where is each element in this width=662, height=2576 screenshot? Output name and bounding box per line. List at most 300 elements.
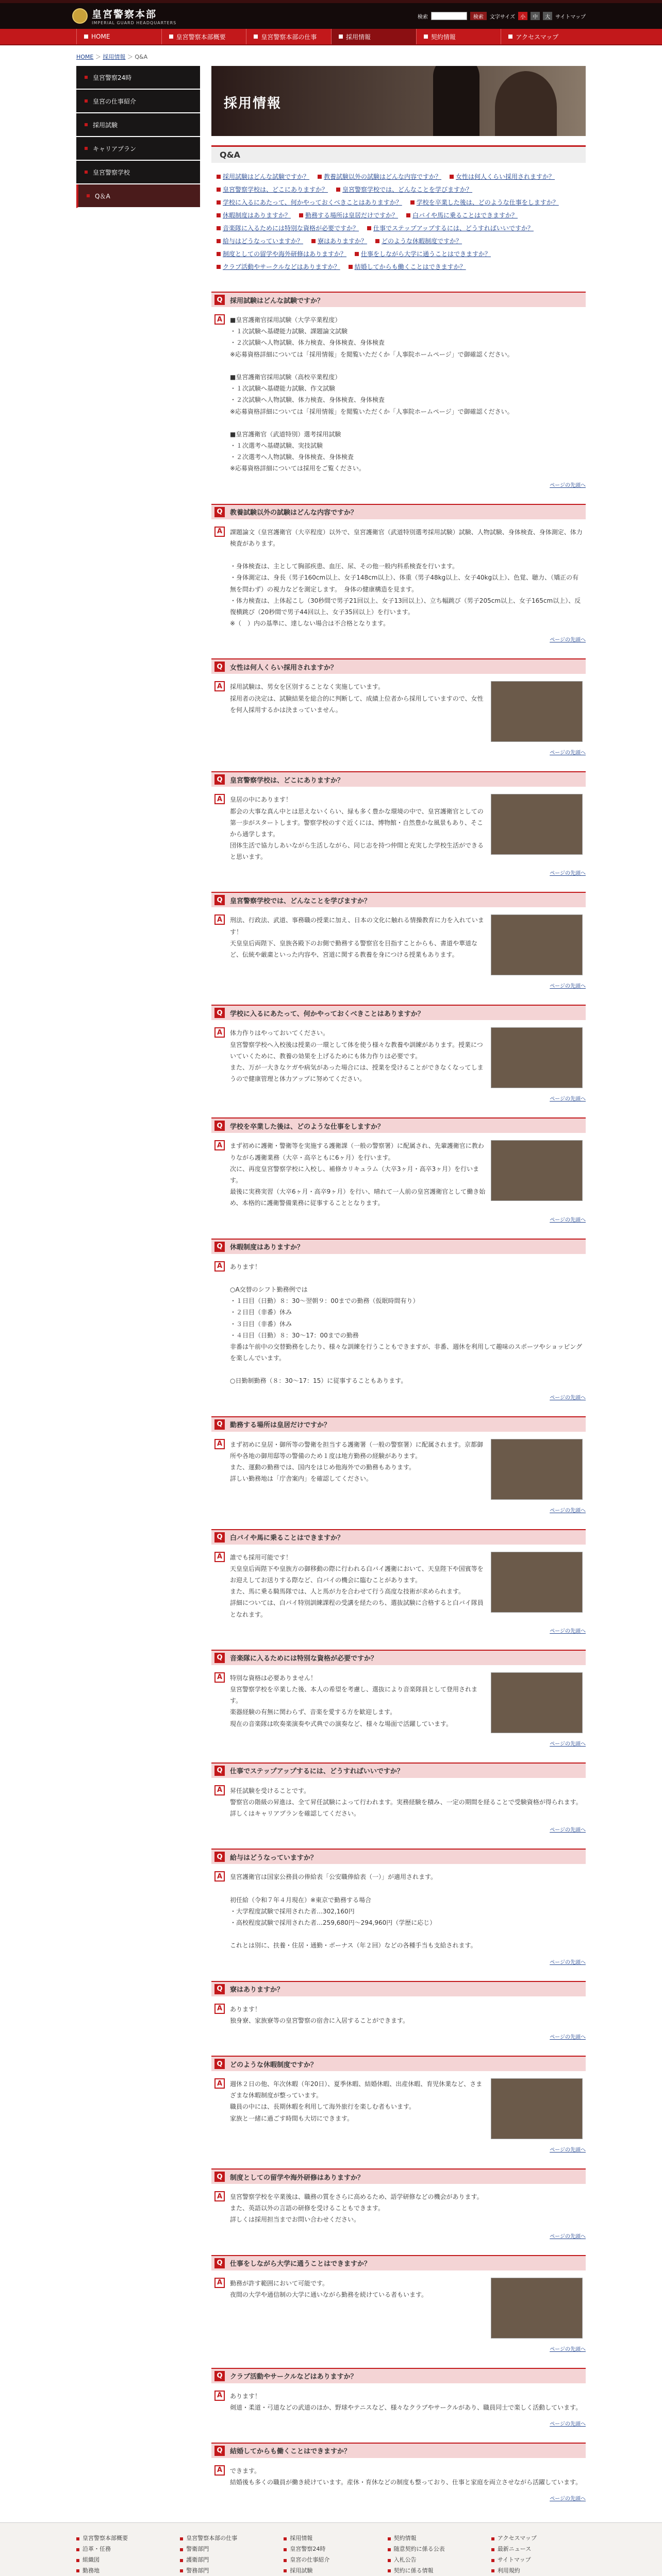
size-small-button[interactable]: 小 <box>518 12 527 20</box>
sitemap-link[interactable]: サイトマップ <box>555 14 586 20</box>
footer-nav <box>0 2522 662 2576</box>
answer-icon: A <box>214 2278 225 2288</box>
question-text: 仕事でステップアップするには、どうすればいいですか？ <box>230 1768 404 1776</box>
answer <box>211 1665 586 1736</box>
question-text: 学校を卒業した後は、どのような仕事をしますか？ <box>230 1123 385 1131</box>
answer-text: できます。 結婚後も多くの職員が働き続けています。産休・育休などの制度も整っており、仕事と家庭を両立させながら活躍しています。 <box>230 2467 582 2486</box>
qa-item <box>211 292 586 488</box>
page-top-link[interactable]: ページの先頭へ <box>550 1096 586 1103</box>
question-text: 学校に入るにあたって、何かやっておくべきことはありますか？ <box>230 1010 424 1018</box>
gnav-label: HOME <box>91 33 110 40</box>
gnav-item-3[interactable] <box>331 29 416 44</box>
toc-link[interactable] <box>367 224 534 232</box>
answer <box>211 2458 586 2491</box>
qa-item <box>211 1762 586 1834</box>
question <box>211 1849 586 1864</box>
size-medium-button[interactable]: 中 <box>531 12 540 20</box>
question-text: 教養試験以外の試験はどんな内容ですか？ <box>230 509 358 517</box>
footer-link[interactable] <box>76 2533 171 2544</box>
answer-text: 昇任試験を受けることです。 警察官の階級の昇進は、全て昇任試験によって行われます。実務経験を積み、一定の期間を経ることで受験資格が得られます。 詳しくはキャリアプランを確認してください。 <box>230 1787 582 1818</box>
footer-link[interactable] <box>491 2544 586 2555</box>
qa-item <box>211 1005 586 1102</box>
qa-item <box>211 1981 586 2040</box>
site-name: 皇宮警察本部 <box>92 9 157 20</box>
question <box>211 1981 586 1996</box>
toc-link-label: 勤務する場所は皇居だけですか？ <box>305 212 399 219</box>
answer-icon: A <box>214 2465 225 2476</box>
qa-item <box>211 2443 586 2502</box>
answer-photo <box>491 1140 583 1201</box>
toc-link[interactable] <box>217 249 346 258</box>
sidebar-item-label: 採用試験 <box>93 121 118 129</box>
answer-icon: A <box>214 2078 225 2089</box>
footer-column <box>388 2533 482 2576</box>
answer-text: 皇宮護衛官は国家公務員の俸給表「公安職俸給表（一）」が適用されます。 初任給（令和７年４月現在）※東京で勤務する場合 ・大学程度試験で採用された者…302,160円 ・高校程度試験で採用された者…259,680円～294,960円（学歴に応じ） これとは別に、扶養・住居・通勤・ボーナス（年２回）などの各種手当も支給されます。 <box>230 1873 477 1950</box>
page-banner <box>211 66 586 136</box>
toc-link[interactable] <box>410 198 559 207</box>
qa-item <box>211 1239 586 1401</box>
question-text: 皇宮警察学校では、どんなことを学びますか？ <box>230 897 371 905</box>
square-icon <box>508 35 512 39</box>
answer-photo <box>491 1439 583 1500</box>
footer-column <box>76 2533 171 2576</box>
square-icon <box>76 2559 79 2562</box>
bullet-icon <box>217 175 221 179</box>
toc-link-label: 給与はどうなっていますか？ <box>223 238 304 245</box>
answer-text: 採用試験は、男女を区別することなく実施しています。 採用者の決定は、試験結果を総合的に判断して、成績上位者から採用していますので、女性を何人採用するかは決まっていません。 <box>230 683 484 714</box>
footer-link[interactable] <box>180 2533 274 2544</box>
question-icon: Q <box>214 1984 225 1994</box>
question-icon: Q <box>214 1766 225 1776</box>
square-icon <box>169 35 173 39</box>
qa-item <box>211 771 586 876</box>
square-icon <box>424 35 428 39</box>
toc-link[interactable] <box>217 198 402 207</box>
footer-link-label: 入札公告 <box>393 2556 417 2564</box>
bullet-icon <box>375 239 379 243</box>
bullet-icon <box>299 213 303 217</box>
answer <box>211 1432 586 1503</box>
gnav-label: 契約情報 <box>431 33 456 41</box>
bullet-icon <box>410 200 415 205</box>
question-icon: Q <box>214 1653 225 1663</box>
square-icon <box>180 2537 183 2540</box>
question-icon: Q <box>214 895 225 905</box>
question <box>211 2168 586 2184</box>
sidebar-item-label: 皇宮の仕事紹介 <box>93 97 137 105</box>
square-icon <box>85 171 88 174</box>
toc-link-label: 女性は何人くらい採用されますか？ <box>456 173 555 180</box>
sidebar-item-label: キャリアプラン <box>93 145 137 152</box>
question-icon: Q <box>214 2446 225 2456</box>
answer-icon: A <box>214 314 225 325</box>
footer-link-label: 採用情報 <box>290 2535 313 2542</box>
footer-link[interactable] <box>491 2566 586 2576</box>
page-top-link[interactable]: ページの先頭へ <box>550 637 586 643</box>
footer-link-label: 沿革・任務 <box>82 2546 111 2553</box>
answer-icon: A <box>214 1552 225 1562</box>
answer-text: 誰でも採用可能です！ 天皇皇后両陛下や皇族方の御移動の際に行われる白バイ護衛において、天皇陛下や国賓等をお迎えしてお送りする際など、白バイの機会に臨むことがあります。 また、馬に乗る騎馬隊では、人と馬が力を合わせて行う高度な技術が求められます。 詳細については、白バイ特別訓練課程の受講を経たのち、選抜試験に合格すると白バイ隊員となれます。 <box>230 1553 484 1618</box>
toc-link[interactable] <box>375 236 462 245</box>
global-nav <box>0 29 662 45</box>
page-top-link[interactable]: ページの先頭へ <box>550 2421 586 2427</box>
answer-photo <box>491 681 583 742</box>
gnav-item-1[interactable] <box>161 29 246 44</box>
toc-link-label: 結婚してからも働くことはできますか？ <box>354 263 466 270</box>
bullet-icon <box>217 239 221 243</box>
question <box>211 1117 586 1133</box>
sidebar <box>76 66 200 2502</box>
bullet-icon <box>355 252 359 256</box>
question-text: 結婚してからも働くことはできますか？ <box>230 2448 351 2456</box>
footer-link[interactable] <box>76 2544 171 2555</box>
toc-link-label: 皇宮警察学校は、どこにありますか？ <box>223 186 328 193</box>
square-icon <box>339 35 343 39</box>
toc-link[interactable] <box>299 211 398 219</box>
square-icon <box>284 2537 287 2540</box>
footer-link[interactable] <box>388 2533 482 2544</box>
answer <box>211 1778 586 1823</box>
bullet-icon <box>217 265 221 269</box>
question <box>211 1416 586 1432</box>
qa-item <box>211 2368 586 2427</box>
sidebar-item-1[interactable] <box>76 90 200 113</box>
square-icon <box>284 2569 287 2572</box>
bullet-icon <box>217 226 221 230</box>
qa-item <box>211 504 586 643</box>
qa-item <box>211 892 586 989</box>
answer-icon: A <box>214 1261 225 1272</box>
page-top-link[interactable]: ページの先頭へ <box>550 871 586 877</box>
answer-icon: A <box>214 1672 225 1683</box>
footer-link-label: 皇宮警察24時 <box>290 2546 326 2553</box>
gnav-item-4[interactable] <box>416 29 501 44</box>
footer-link-label: 勤務地 <box>82 2567 100 2574</box>
answer-text: 特別な資格は必要ありません！ 皇宮警察学校を卒業した後、本人の希望を考慮し、選抜により音楽隊員として登用されます。 楽器経験の有無に関わらず、音楽を愛する方を歓迎します。 現在の音楽隊は吹奏楽演奏や式典での演奏など、様々な場面で活躍しています。 <box>230 1674 478 1727</box>
gnav-item-5[interactable] <box>501 29 586 44</box>
sidebar-item-5[interactable] <box>76 184 200 208</box>
question-icon: Q <box>214 2172 225 2182</box>
qa-list <box>211 292 586 2502</box>
answer-text: 週休２日の他、年次休暇（年20日）、夏季休暇、結婚休暇、出産休暇、育児休業など、さまざまな休暇制度が整っています。 職員の中には、長期休暇を利用して海外旅行を楽しむ者もいます。 家族と一緒に過ごす時間も大切にできます。 <box>230 2080 483 2122</box>
gnav-item-0[interactable] <box>76 29 161 44</box>
qa-toc <box>211 163 586 276</box>
page-top-link[interactable]: ページの先頭へ <box>550 482 586 488</box>
footer-link[interactable] <box>284 2555 378 2566</box>
answer-icon: A <box>214 2004 225 2014</box>
font-size-label: 文字サイズ <box>489 14 516 20</box>
question-text: 仕事をしながら大学に通うことはできますか？ <box>230 2260 371 2268</box>
toc-link[interactable] <box>217 224 359 232</box>
answer <box>211 519 586 633</box>
footer-link-label: 随意契約に係る公表 <box>393 2546 445 2553</box>
gnav-item-2[interactable] <box>246 29 331 44</box>
footer-column <box>180 2533 274 2576</box>
bullet-icon <box>336 188 340 192</box>
qa-heading: Q&A <box>211 145 586 163</box>
qa-item <box>211 1416 586 1514</box>
answer-text: あります！ ○A交替のシフト勤務例では ・１日目（日勤）８：30～翌朝９：00までの勤務（仮眠時間有り） ・２日目（非番）休み ・３日目（非番）休み ・４日目（日勤）８：30～17：00までの勤務 非番は午前中の交替勤務をしたり、様々な訓練を行うこともできますが、非番、週休を利用して趣味のスポーツやショッピングを楽しんでいます。 ○日勤制勤務（８：30～17：15）に従事することもあります。 <box>230 1263 583 1385</box>
toc-link-label: 皇宮警察学校では、どんなことを学びますか？ <box>342 186 473 193</box>
toc-link[interactable] <box>217 185 328 194</box>
page-top-link[interactable]: ページの先頭へ <box>550 1741 586 1747</box>
footer-link[interactable] <box>76 2555 171 2566</box>
qa-item <box>211 658 586 756</box>
page-top-link[interactable]: ページの先頭へ <box>550 984 586 990</box>
toc-link-label: 休暇制度はありますか？ <box>223 212 291 219</box>
emblem-icon <box>72 8 88 24</box>
toc-link-label: 仕事でステップアップするには、どうすればいいですか？ <box>373 225 534 232</box>
square-icon <box>254 35 258 39</box>
page-top-link[interactable]: ページの先頭へ <box>550 1827 586 1834</box>
sidebar-item-label: 皇宮警察24時 <box>93 74 132 81</box>
footer-link[interactable] <box>388 2555 482 2566</box>
footer-link-label: 契約に係る情報 <box>393 2567 434 2574</box>
sidebar-item-2[interactable] <box>76 113 200 137</box>
qa-item <box>211 1117 586 1223</box>
footer-link[interactable] <box>284 2566 378 2576</box>
page-top-link[interactable]: ページの先頭へ <box>550 2147 586 2153</box>
footer-link-label: サイトマップ <box>497 2556 531 2564</box>
question-text: 採用試験はどんな試験ですか？ <box>230 297 324 305</box>
question-icon: Q <box>214 774 225 785</box>
square-icon <box>85 123 88 126</box>
answer-icon: A <box>214 681 225 691</box>
square-icon <box>388 2548 391 2551</box>
question-text: 制度としての留学や海外研修はありますか？ <box>230 2174 365 2182</box>
square-icon <box>76 2569 79 2572</box>
page-top-link[interactable]: ページの先頭へ <box>550 2496 586 2502</box>
answer-text: ■皇宮護衛官採用試験（大学卒業程度） ・１次試験へ基礎能力試験、課題論文試験 ・２次試験へ人物試験、体力検査、身体検査、身体検査 ※応募資格詳細については「採用情報」を閲覧いただくか「人事院ホームページ」で御確認ください。 ■皇宮護衛官採用試験（高校卒業程度） ・１次試験へ基礎能力試験、作文試験 ・２次試験へ人物試験、体力検査、身体検査、身体検査 ※応募資格詳細については「採用情報」を閲覧いただくか「人事院ホームページ」で御確認ください。 ■皇宮護衛官（武道特別）選考採用試験 ・１次選考へ基礎試験、実技試験 ・２次選考へ人物試験、身体検査、身体検査 ※応募資格詳細については採用をご覧ください。 <box>230 316 514 472</box>
footer-link-label: 警衛部門 <box>186 2546 209 2553</box>
square-icon <box>491 2569 494 2572</box>
toc-link-label: 寮はありますか？ <box>318 238 368 245</box>
banner-figure <box>433 66 479 136</box>
toc-link-label: 制度としての留学や海外研修はありますか？ <box>223 250 347 258</box>
square-icon <box>180 2559 183 2562</box>
site-header <box>0 3 662 29</box>
question-icon: Q <box>214 1121 225 1131</box>
toc-link-label: 教養試験以外の試験はどんな内容ですか？ <box>324 173 442 180</box>
toc-link[interactable] <box>217 172 309 181</box>
question <box>211 892 586 907</box>
sidebar-item-3[interactable] <box>76 137 200 161</box>
footer-link[interactable] <box>284 2544 378 2555</box>
question <box>211 2443 586 2458</box>
footer-link[interactable] <box>491 2555 586 2566</box>
answer-icon: A <box>214 2391 225 2401</box>
toc-link-label: どのような休暇制度ですか？ <box>382 238 462 245</box>
answer-text: まず初めに護衛・警衛等を実施する護衛課（一般の警察署）に配属され、先輩護衛官に教わりながら護衛業務（大卒・高卒ともに6ヶ月）を行います。 次に、再度皇宮警察学校に入校し、補修カリキュラム（大卒3ヶ月・高卒3ヶ月）を行います。 最後に実務実習（大卒6ヶ月・高卒9ヶ月）を行い、晴れて一人前の皇宮護衛官として働き始め、本格的に護衛警備業務に従事することとなります。 <box>230 1142 486 1207</box>
question-icon: Q <box>214 2371 225 2381</box>
bullet-icon <box>217 188 221 192</box>
page-top-link[interactable]: ページの先頭へ <box>550 2233 586 2240</box>
search-button[interactable]: 検索 <box>470 12 487 20</box>
toc-link[interactable] <box>336 185 472 194</box>
gnav-label: アクセスマップ <box>516 33 559 41</box>
square-icon <box>85 99 88 103</box>
breadcrumb-home[interactable]: HOME <box>76 54 94 60</box>
square-icon <box>76 2537 79 2540</box>
question <box>211 1239 586 1254</box>
bullet-icon <box>318 175 322 179</box>
square-icon <box>85 147 88 150</box>
square-icon <box>87 194 90 197</box>
answer <box>211 787 586 866</box>
answer-photo <box>491 2078 583 2139</box>
toc-link[interactable] <box>406 211 518 219</box>
footer-link[interactable] <box>388 2566 482 2576</box>
answer-icon: A <box>214 1027 225 1038</box>
page-top-link[interactable]: ページの先頭へ <box>550 1507 586 1514</box>
answer-photo <box>491 1027 583 1088</box>
answer <box>211 2184 586 2229</box>
toc-link[interactable] <box>217 211 291 219</box>
question-icon: Q <box>214 1532 225 1543</box>
page-top-link[interactable]: ページの先頭へ <box>550 1628 586 1634</box>
toc-link-label: 学校を卒業した後は、どのような仕事をしますか？ <box>416 199 559 206</box>
breadcrumb: HOME ＞ 採用情報 ＞ Q&A <box>76 54 148 60</box>
square-icon <box>180 2569 183 2572</box>
footer-link[interactable] <box>180 2555 274 2566</box>
question-text: 白バイや馬に乗ることはできますか？ <box>230 1534 344 1543</box>
sidebar-item-0[interactable] <box>76 66 200 90</box>
footer-link-label: 採用試験 <box>290 2567 313 2574</box>
page-top-link[interactable]: ページの先頭へ <box>550 2035 586 2040</box>
question-icon: Q <box>214 1852 225 1862</box>
qa-item <box>211 1849 586 1965</box>
answer <box>211 1020 586 1091</box>
answer-icon: A <box>214 1439 225 1449</box>
answer-icon: A <box>214 914 225 925</box>
answer-photo <box>491 1672 583 1733</box>
header-tools <box>418 12 586 20</box>
toc-link[interactable] <box>355 249 491 258</box>
square-icon <box>85 76 88 79</box>
question-icon: Q <box>214 2059 225 2069</box>
toc-link[interactable] <box>349 262 466 271</box>
question-text: どのような休暇制度ですか？ <box>230 2061 318 2069</box>
question <box>211 1529 586 1545</box>
question <box>211 504 586 519</box>
answer-icon: A <box>214 2191 225 2201</box>
answer <box>211 2071 586 2142</box>
bullet-icon <box>217 213 221 217</box>
answer <box>211 2383 586 2416</box>
question <box>211 2255 586 2270</box>
question-icon: Q <box>214 1419 225 1430</box>
footer-link[interactable] <box>180 2566 274 2576</box>
square-icon <box>84 35 88 39</box>
site-name-en: IMPERIAL GUARD HEADQUARTERS <box>92 21 177 25</box>
answer-text: 課題論文（皇宮護衛官（大卒程度）以外で、皇宮護衛官（武道特別選考採用試験）試験、人物試験、身体検査、身体測定、体力検査があります。 ・身体検査は、主として胸部疾患、血圧、尿、その他一般内科系検査を行います。 ・身体測定は、身長（男子160cm以上、女子148cm以上）、体重（男子48kg以上、女子40kg以上）、色覚、聴力、（矯正の有無を問わず）の視力などを測定します。 身体の健康構造を見ます。 ・体力検査は、上体起こし（30秒間で男子21回以上、女子13回以上）、立ち幅跳び（男子205cm以上、女子165cm以上）、反復横跳び（20秒間で男子44回以上、女子35回以上）を行います。 ※（ ）内の基準に、達しない場合は不合格となります。 <box>230 528 583 628</box>
footer-link[interactable] <box>76 2566 171 2576</box>
page-top-link[interactable]: ページの先頭へ <box>550 750 586 756</box>
toc-link[interactable] <box>217 236 303 245</box>
question-icon: Q <box>214 1008 225 1018</box>
question-icon: Q <box>214 507 225 517</box>
square-icon <box>388 2569 391 2572</box>
question <box>211 292 586 307</box>
question-text: 音楽隊に入るためには特別な資格が必要ですか？ <box>230 1655 378 1663</box>
sidebar-item-label: Q＆A <box>95 192 110 200</box>
question-text: 勤務する場所は皇居だけですか？ <box>230 1421 331 1430</box>
size-large-button[interactable]: 大 <box>543 12 552 20</box>
question-text: 女性は何人くらい採用されますか？ <box>230 664 338 672</box>
footer-link-label: 護衛部門 <box>186 2556 209 2564</box>
bullet-icon <box>450 175 454 179</box>
question <box>211 1005 586 1020</box>
banner-figure-2 <box>495 71 557 136</box>
square-icon <box>491 2559 494 2562</box>
answer-icon: A <box>214 1785 225 1795</box>
footer-link[interactable] <box>284 2533 378 2544</box>
footer-link[interactable] <box>491 2533 586 2544</box>
question-icon: Q <box>214 295 225 305</box>
toc-link-label: 採用試験はどんな試験ですか？ <box>223 173 310 180</box>
gnav-label: 皇宮警察本部概要 <box>176 33 226 41</box>
footer-link-label: 皇宮の仕事紹介 <box>290 2556 330 2564</box>
footer-link-label: 利用規約 <box>497 2567 520 2574</box>
answer <box>211 674 586 745</box>
site-logo[interactable] <box>72 7 176 25</box>
qa-item <box>211 2056 586 2153</box>
answer <box>211 1996 586 2029</box>
toc-link[interactable] <box>311 236 367 245</box>
answer-text: 勤務が許す範囲において可能です。 夜間の大学や通信制の大学に通いながら勤務を続けている者もいます。 <box>230 2279 428 2298</box>
page-top-link[interactable]: ページの先頭へ <box>550 1395 586 1401</box>
page-top-link[interactable]: ページの先頭へ <box>550 2346 586 2352</box>
page-top-link[interactable]: ページの先頭へ <box>550 1217 586 1223</box>
answer <box>211 1864 586 1954</box>
qa-item <box>211 1529 586 1634</box>
main-content <box>211 66 586 2502</box>
bullet-icon <box>311 239 316 243</box>
question-icon: Q <box>214 2258 225 2268</box>
toc-link[interactable] <box>318 172 441 181</box>
square-icon <box>491 2548 494 2551</box>
qa-item <box>211 1650 586 1747</box>
answer-icon: A <box>214 527 225 537</box>
toc-link-label: 白バイや馬に乗ることはできますか？ <box>412 212 518 219</box>
footer-link-label: 警務部門 <box>186 2567 209 2574</box>
sidebar-item-label: 皇宮警察学校 <box>93 168 130 176</box>
gnav-label: 採用情報 <box>346 33 371 41</box>
page-title: 採用情報 <box>224 96 282 111</box>
question <box>211 1650 586 1665</box>
footer-link[interactable] <box>180 2544 274 2555</box>
toc-link[interactable] <box>450 172 555 181</box>
answer <box>211 2270 586 2342</box>
toc-link[interactable] <box>217 262 340 271</box>
search-input[interactable] <box>431 12 467 20</box>
answer-text: 皇居の中にあります！ 都会の大事な真ん中とは思えないくらい、緑も多く豊かな環境の中で、皇宮護衛官としての第一歩がスタートします。警察学校のすぐ近くには、博物館・自然豊かな風景もあり、そこから通学します。 団体生活で協力しあいながら生活しながら、同じ志を持つ仲間と充実した学校生活ができると思います。 <box>230 796 484 861</box>
footer-link[interactable] <box>388 2544 482 2555</box>
bullet-icon <box>406 213 410 217</box>
page-top-link[interactable]: ページの先頭へ <box>550 1959 586 1965</box>
sidebar-item-4[interactable] <box>76 161 200 184</box>
answer-text: あります！ 独身寮、家族寮等の皇宮警察の宿舎に入居することができます。 <box>230 2005 409 2024</box>
question <box>211 1762 586 1778</box>
square-icon <box>76 2548 79 2551</box>
toc-link-label: 仕事をしながら大学に通うことはできますか？ <box>361 250 491 258</box>
toc-link-label: 学校に入るにあたって、何かやっておくべきことはありますか？ <box>223 199 402 206</box>
breadcrumb-current: Q&A <box>135 54 148 60</box>
breadcrumb-section[interactable]: 採用情報 <box>103 54 126 60</box>
answer-text: まず初めに皇居・御所等の警衛を担当する護衛署（一般の警察署）に配属されます。京都御所や各地の御用邸等の警備のため１度は地方勤務の経験があります。 また、運動の勤務では、国内をはじめ他海外での勤務もあります。 詳しい勤務地は「庁舎案内」を確認してください。 <box>230 1440 484 1483</box>
footer-link-label: アクセスマップ <box>497 2535 537 2542</box>
answer-photo <box>491 1552 583 1613</box>
